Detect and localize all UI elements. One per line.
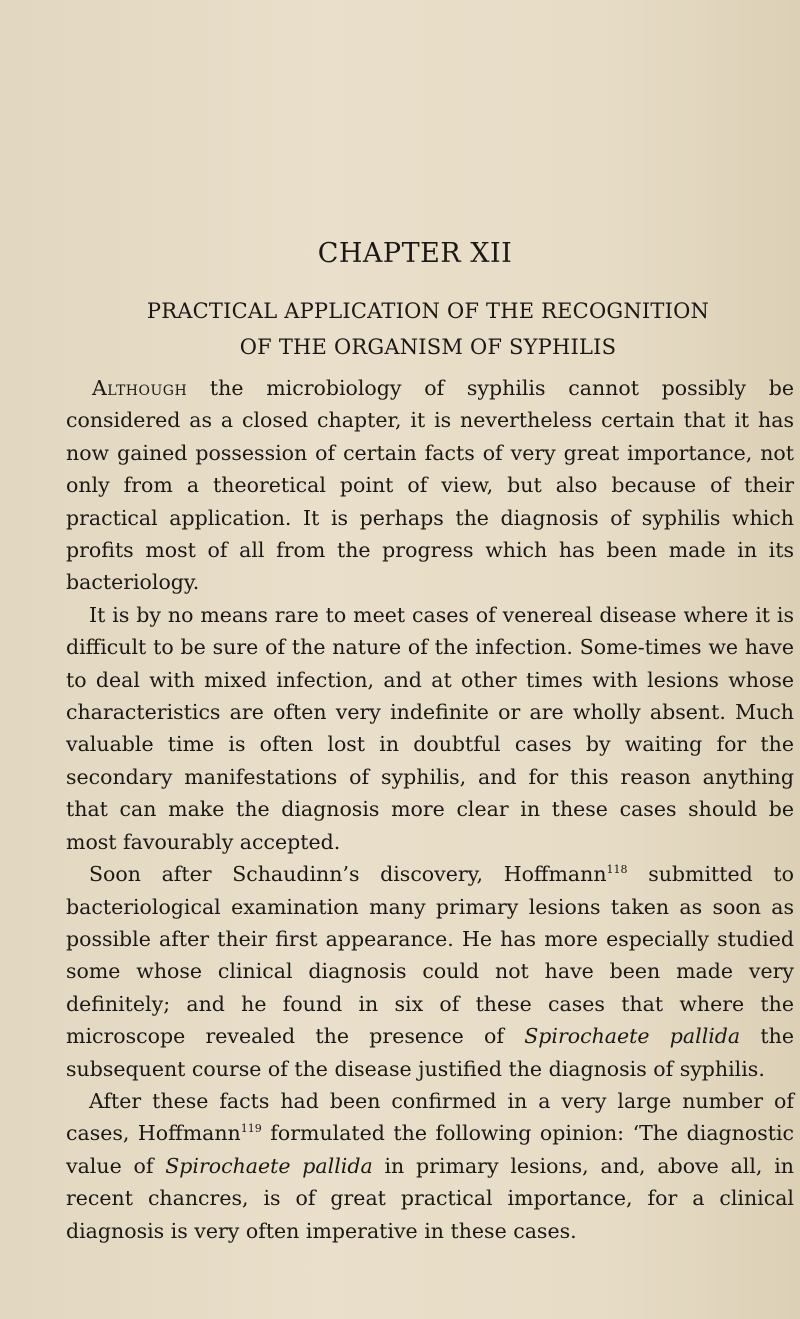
chapter-heading: CHAPTER XII [317, 238, 513, 269]
paragraph-1 [66, 372, 794, 599]
paragraph-3-text-c: the subsequent course of the disease justified the diagnosis of syphilis. [66, 1024, 794, 1081]
reference-118: 118 [606, 863, 628, 877]
paragraph-1-lead-word: Although [92, 376, 188, 400]
section-heading [68, 293, 788, 365]
body-text [66, 372, 794, 1247]
section-heading-line-1: PRACTICAL APPLICATION OF THE RECOGNITION [146, 299, 710, 323]
paragraph-3 [66, 858, 794, 1085]
paragraph-2-text: It is by no means rare to meet cases of venereal disease where it is difficult to be sure of the nature of the infection. Some-times we have to deal with mixed infection, and at other times with lesions whose characteristics are often very indefinite or are wholly absent. Much valuable time is often lost in doubtful cases by waiting for the secondary manifestations of syphilis, and for this reason anything that can make the diagnosis more clear in these cases should be most favourably accepted. [66, 602, 794, 854]
paragraph-2 [66, 599, 794, 858]
paragraph-1-text: the microbiology of syphilis cannot possibly be considered as a closed chapter, it is nevertheless certain that it has now gained possession of certain facts of very great importance, not only from a theoretical point of view, but also because of their practical application. It is perhaps the diagnosis of syphilis which profits most of all from the progress which has been made in its bacteriology. [66, 376, 794, 595]
paragraph-4-text-b: formulated the following opinion: ‘The diagnostic value of [66, 1121, 794, 1178]
paragraph-4 [66, 1085, 794, 1247]
paragraph-4-text-c: in primary lesions, and, above all, in recent chancres, is of great practical importance, for a clinical diagnosis is very often imperative in these cases. [66, 1153, 794, 1243]
paragraph-3-text-b: submitted to bacteriological examination many primary lesions taken as soon as possible after their first appearance. He has more especially studied some whose clinical diagnosis could not have been made very definitely; and he found in six of these cases that where the microscope revealed the presence of [66, 862, 794, 1049]
paragraph-3-text-a: Soon after Schaudinn’s discovery, Hoffmann [89, 862, 607, 887]
paragraph-3-species-name: Spirochaete pallida [524, 1024, 741, 1049]
paragraph-4-text-a: After these facts had been confirmed in a very large number of cases, Hoffmann [66, 1088, 794, 1146]
section-heading-line-2: OF THE ORGANISM OF SYPHILIS [239, 335, 617, 359]
reference-119: 119 [240, 1122, 262, 1136]
paragraph-4-species-name: Spirochaete pallida [165, 1153, 373, 1178]
